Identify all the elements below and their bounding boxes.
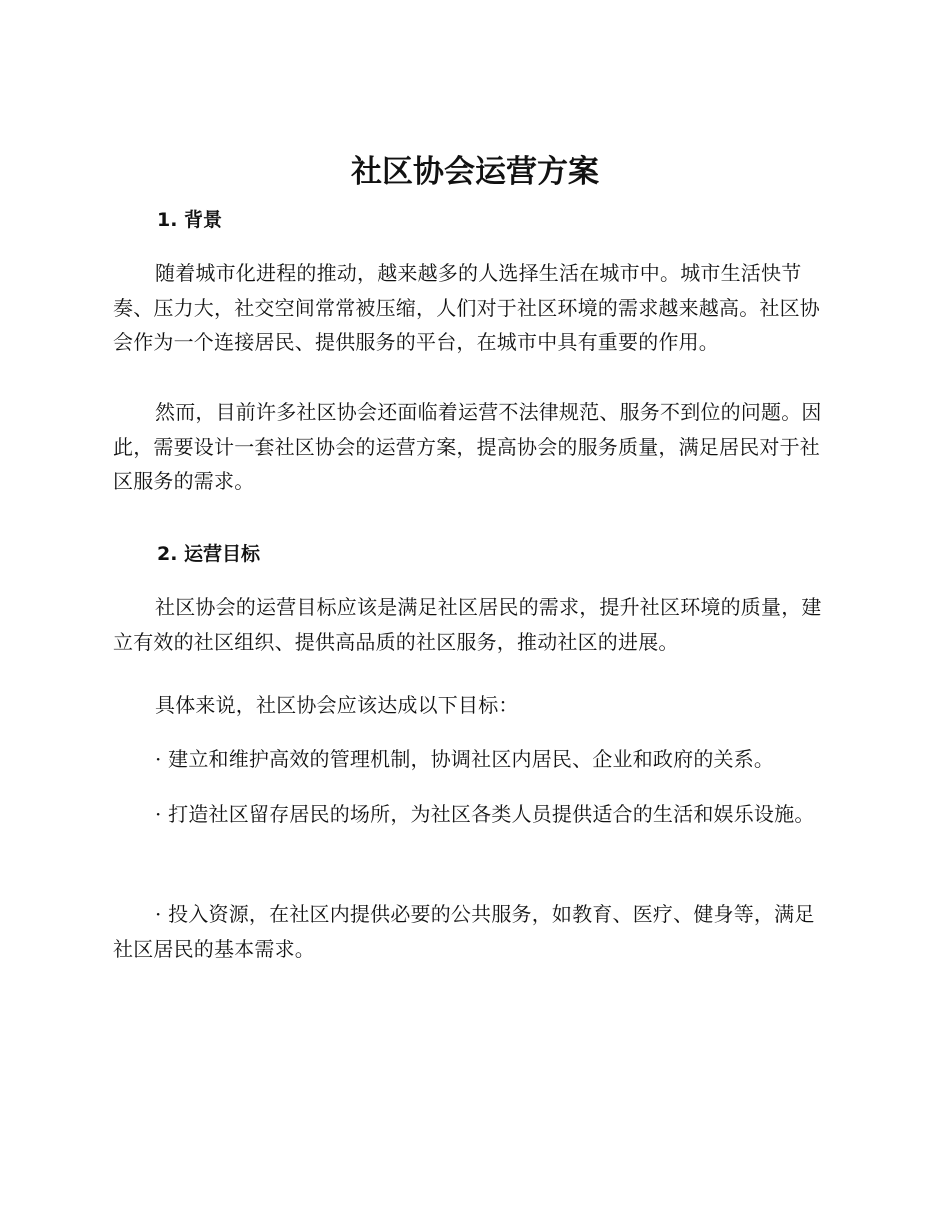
page-title: 社区协会运营方案 xyxy=(351,154,599,190)
section-heading-goals: 2. 运营目标 xyxy=(157,543,261,565)
paragraph-background-1: 随着城市化进程的推动，越来越多的人选择生活在城市中。城市生活快节奏、压力大，社交空间常常被压缩，人们对于社区环境的需求越来越高。社区协会作为一个连接居民、提供服务的平台，在城市中具有重要的作用。 xyxy=(113,261,820,354)
paragraph-goals-2: 具体来说，社区协会应该达成以下目标： xyxy=(155,693,519,717)
list-item-goal-2: · 打造社区留存居民的场所，为社区各类人员提供适合的生活和娱乐设施。 xyxy=(155,802,815,826)
paragraph-background-2: 然而，目前许多社区协会还面临着运营不法律规范、服务不到位的问题。因此，需要设计一套社区协会的运营方案，提高协会的服务质量，满足居民对于社区服务的需求。 xyxy=(113,400,822,493)
section-heading-background: 1. 背景 xyxy=(157,209,223,231)
paragraph-goals-1: 社区协会的运营目标应该是满足社区居民的需求，提升社区环境的质量，建立有效的社区组织、提供高品质的社区服务，推动社区的进展。 xyxy=(113,595,822,654)
list-item-goal-3: · 投入资源，在社区内提供必要的公共服务，如教育、医疗、健身等，满足社区居民的基本需求。 xyxy=(113,902,815,961)
list-item-goal-1: · 建立和维护高效的管理机制，协调社区内居民、企业和政府的关系。 xyxy=(155,747,775,771)
